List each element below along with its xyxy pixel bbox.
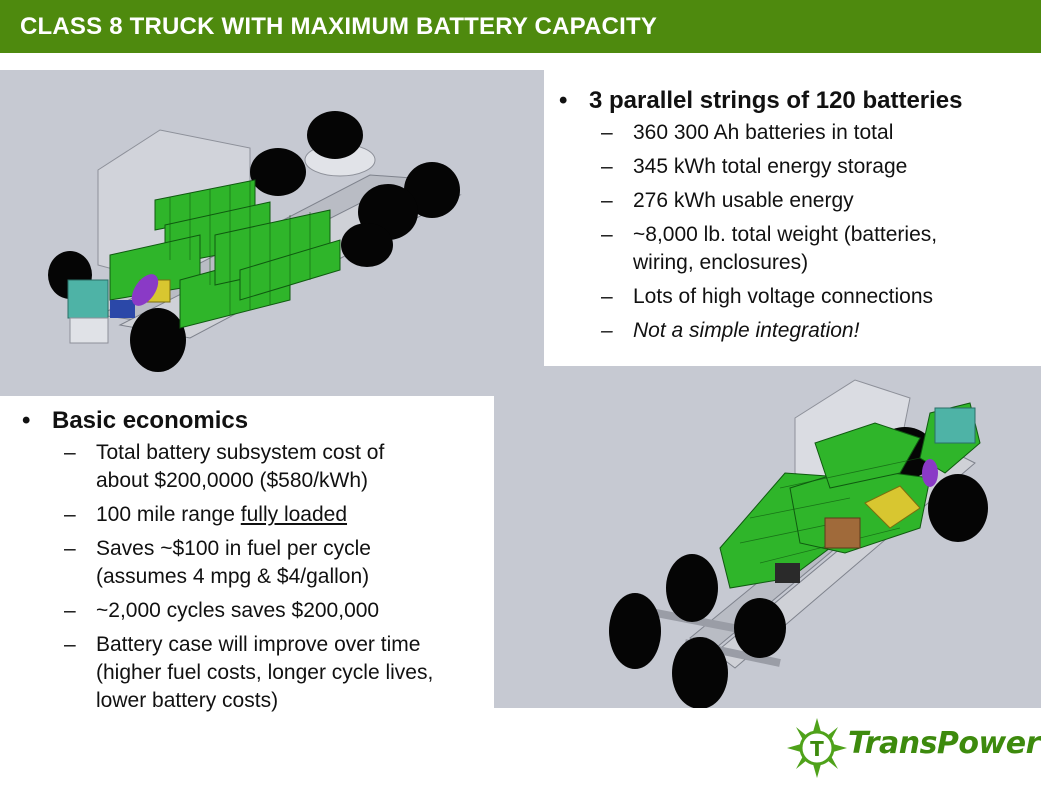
- list-item: – ~8,000 lb. total weight (batteries, wiring, enclosures): [555, 221, 963, 277]
- battery-specs-heading: • 3 parallel strings of 120 batteries: [555, 86, 1035, 116]
- list-item-text: 100 mile range: [96, 503, 241, 526]
- economics-heading: • Basic economics: [18, 406, 488, 436]
- title-bar: [0, 0, 1041, 53]
- logo-wordmark: TransPower: [848, 726, 1040, 761]
- list-item: – Battery case will improve over time (higher fuel costs, longer cycle lives, lower battery costs): [18, 631, 466, 715]
- list-item: – 345 kWh total energy storage: [555, 153, 1035, 181]
- list-item: – Total battery subsystem cost of about $200,0000 ($580/kWh): [18, 439, 426, 495]
- truck-render-side-view: [40, 100, 520, 390]
- sun-gear-icon: [786, 716, 848, 780]
- list-item: [18, 501, 488, 529]
- list-item: – 276 kWh usable energy: [555, 187, 1035, 215]
- economics-list: [18, 406, 488, 721]
- svg-text:T: T: [810, 737, 824, 761]
- list-item: – ~2,000 cycles saves $200,000: [18, 597, 488, 625]
- list-item-underlined-text: fully loaded: [240, 503, 348, 526]
- transpower-logo: [786, 716, 1040, 780]
- list-item: – Saves ~$100 in fuel per cycle (assumes 4 mpg & $4/gallon): [18, 535, 436, 591]
- truck-render-top-view: [600, 378, 1000, 708]
- battery-specs-list: [555, 86, 1035, 351]
- slide-title: CLASS 8 TRUCK WITH MAXIMUM BATTERY CAPACITY: [20, 13, 658, 40]
- list-item: – 360 300 Ah batteries in total: [555, 119, 1035, 147]
- list-item: – Not a simple integration!: [555, 317, 1035, 345]
- list-item: – Lots of high voltage connections: [555, 283, 1035, 311]
